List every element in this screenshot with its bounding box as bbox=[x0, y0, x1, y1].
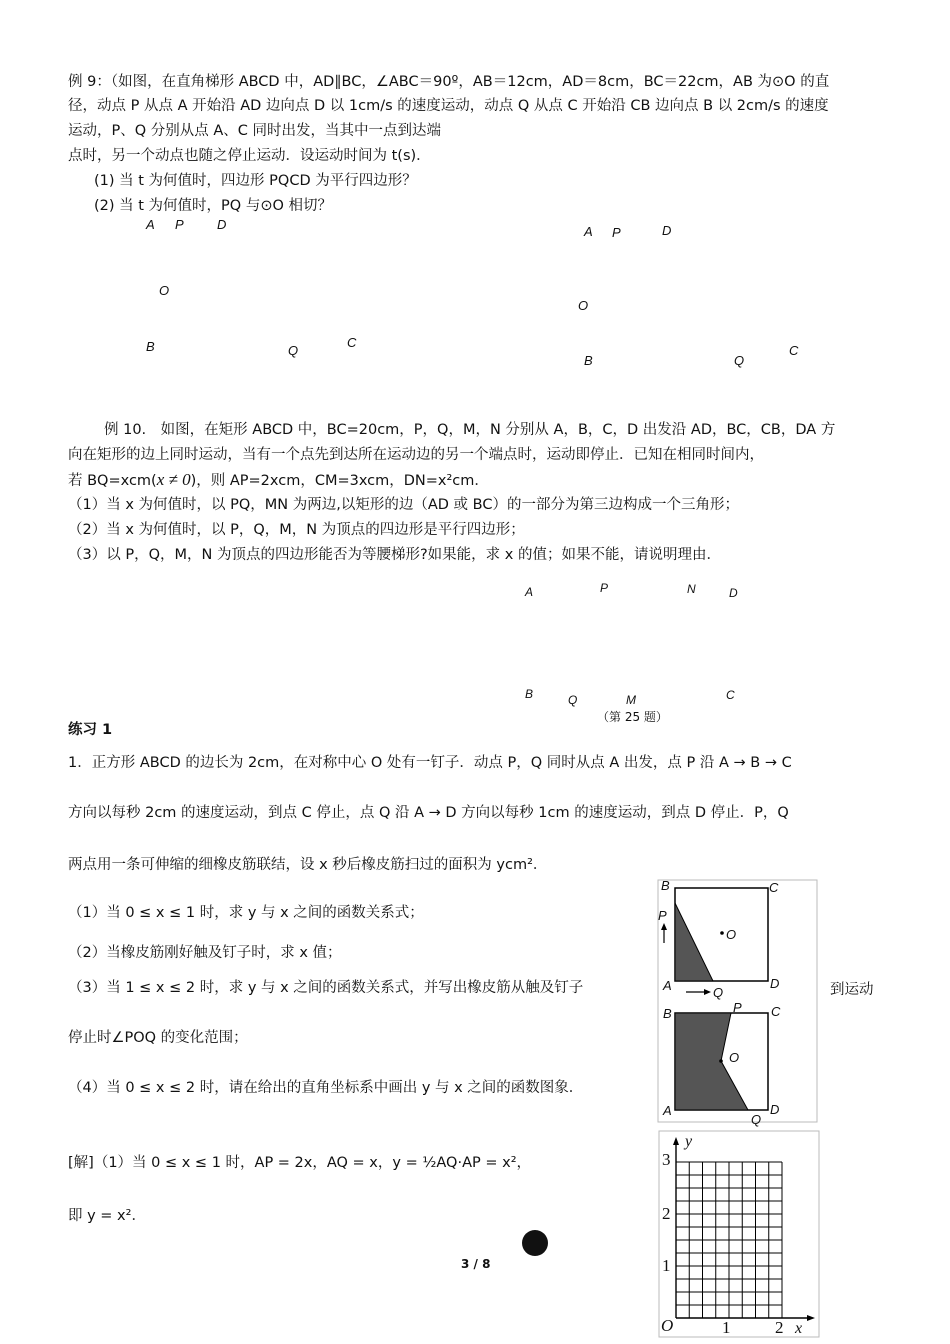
y-tick-2: 2 bbox=[662, 1204, 671, 1223]
ex10-line-2: 向在矩形的边上同时运动，当有一个点先到达所在运动边的另一个端点时，运动即停止．已知在相同时间内， bbox=[68, 447, 764, 463]
practice-1-sub-3a: （3）当 1 ≤ x ≤ 2 时，求 y 与 x 之间的函数关系式，并写出橡皮筋从触及钉子 bbox=[68, 980, 584, 996]
x-axis-label: x bbox=[795, 1320, 803, 1337]
practice-1-sub-1: （1）当 0 ≤ x ≤ 1 时，求 y 与 x 之间的函数关系式； bbox=[68, 905, 424, 921]
ex10-line-3-start: 若 BQ=xcm( bbox=[68, 473, 157, 489]
coordinate-grid bbox=[655, 1128, 820, 1340]
page-number: 3 / 8 bbox=[461, 1257, 491, 1271]
ex9-line-4: 点时，另一个动点也随之停止运动．设运动时间为 t(s)． bbox=[68, 148, 431, 164]
black-dot bbox=[522, 1230, 548, 1256]
fig2-label-o: O bbox=[578, 298, 589, 313]
fig1-label-b: B bbox=[146, 339, 155, 354]
practice-1-line-3: 两点用一条可伸缩的细橡皮筋联结，设 x 秒后橡皮筋扫过的面积为 ycm²． bbox=[68, 857, 548, 873]
figb-label-o: O bbox=[729, 1050, 740, 1065]
practice-1-solution-1: [解]（1）当 0 ≤ x ≤ 1 时，AP = 2x，AQ = x，y = ½AQ·AP = x²， bbox=[68, 1155, 532, 1171]
ex10-label-p: P bbox=[600, 581, 609, 595]
grid-lines bbox=[676, 1162, 782, 1318]
figa-label-b: B bbox=[661, 878, 670, 893]
y-axis-arrow bbox=[673, 1137, 679, 1145]
figb-label-d: D bbox=[770, 1102, 780, 1117]
fig2-label-c: C bbox=[789, 343, 799, 358]
origin-label: O bbox=[661, 1316, 674, 1335]
ex9-line-2: 径，动点 P 从点 A 开始沿 AD 边向点 D 以 1cm/s 的速度运动，动点 Q 从点 C 开始沿 CB 边向点 B 以 2cm/s 的速度 bbox=[68, 98, 829, 114]
x-tick-1: 1 bbox=[722, 1318, 731, 1337]
ex10-label-d: D bbox=[729, 586, 738, 600]
figa-label-c: C bbox=[769, 880, 779, 895]
y-axis-label: y bbox=[685, 1133, 693, 1150]
ex10-line-3-end: )，则 AP=2xcm，CM=3xcm，DN=x²cm． bbox=[190, 473, 489, 489]
ex10-label-q: Q bbox=[568, 693, 578, 707]
fig2-label-p: P bbox=[612, 225, 621, 240]
figb-label-b: B bbox=[663, 1006, 672, 1021]
fig2-label-q: Q bbox=[734, 353, 745, 368]
ex9-line-3: 运动，P、Q 分别从点 A、C 同时出发，当其中一点到达端 bbox=[68, 123, 442, 139]
figb-label-q: Q bbox=[751, 1112, 762, 1127]
fig1-label-d: D bbox=[217, 217, 227, 232]
figa-label-a: A bbox=[663, 978, 672, 993]
ex10-label-b: B bbox=[525, 687, 534, 701]
ex9-question-2: (2) 当 t 为何值时，PQ 与⊙O 相切？ bbox=[94, 198, 332, 214]
ex10-caption: （第 25 题） bbox=[597, 710, 668, 724]
fig1-label-q: Q bbox=[288, 343, 299, 358]
fig2-label-b: B bbox=[584, 353, 593, 368]
swept-region-a bbox=[675, 903, 713, 981]
fig1-label-a: A bbox=[146, 217, 155, 232]
ex9-question-1: (1) 当 t 为何值时，四边形 PQCD 为平行四边形？ bbox=[94, 173, 417, 189]
practice-1-line-2: 方向以每秒 2cm 的速度运动，到点 C 停止，点 Q 沿 A → D 方向以每秒 1cm 的速度运动，到点 D 停止．P，Q bbox=[68, 805, 789, 821]
ex10-label-n: N bbox=[687, 582, 696, 596]
practice-1-sub-4: （4）当 0 ≤ x ≤ 2 时，请在给出的直角坐标系中画出 y 与 x 之间的函数图象． bbox=[68, 1080, 584, 1096]
practice-1-solution-2: 即 y = x²． bbox=[68, 1208, 146, 1224]
ex10-label-c: C bbox=[726, 688, 735, 702]
figb-label-c: C bbox=[771, 1004, 781, 1019]
ex10-label-m: M bbox=[626, 693, 636, 707]
fig1-label-c: C bbox=[347, 335, 357, 350]
ex10-line-1: 例 10. 如图，在矩形 ABCD 中，BC=20cm，P，Q，M，N 分别从 A，B，C，D 出发沿 AD，BC，CB，DA 方 bbox=[104, 422, 836, 438]
ex10-question-1: （1）当 x 为何值时，以 PQ，MN 为两边,以矩形的边（AD 或 BC）的一部分为第三边构成一个三角形； bbox=[68, 497, 739, 513]
y-tick-3: 3 bbox=[662, 1150, 671, 1169]
figb-label-p: P bbox=[733, 1000, 742, 1015]
practice-1-sub-3b: 到运动 bbox=[830, 982, 874, 998]
figa-label-p: P bbox=[658, 908, 667, 923]
practice-1-line-1: 1．正方形 ABCD 的边长为 2cm，在对称中心 O 处有一钉子．动点 P，Q 同时从点 A 出发，点 P 沿 A → B → C bbox=[68, 755, 792, 771]
x-tick-2: 2 bbox=[775, 1318, 784, 1337]
practice-title: 练习 1 bbox=[68, 722, 113, 738]
fig1-label-p: P bbox=[175, 217, 184, 232]
fig1-label-o: O bbox=[159, 283, 170, 298]
figb-label-a: A bbox=[663, 1103, 672, 1118]
fig2-label-d: D bbox=[662, 223, 672, 238]
ex9-line-1: 例 9：（如图，在直角梯形 ABCD 中，AD∥BC，∠ABC＝90º，AB＝12cm，AD＝8cm，BC＝22cm，AB 为⊙O 的直 bbox=[68, 74, 830, 90]
ex10-condition: x ≠ 0 bbox=[156, 470, 191, 489]
figa-label-q: Q bbox=[713, 985, 724, 1000]
peg-b bbox=[719, 1059, 723, 1063]
figa-label-o: O bbox=[726, 927, 737, 942]
ex10-label-a: A bbox=[525, 585, 534, 599]
right-arrow-head bbox=[704, 989, 711, 995]
peg-a bbox=[720, 931, 724, 935]
practice-figures bbox=[655, 873, 820, 1123]
y-tick-1: 1 bbox=[662, 1256, 671, 1275]
fig2-label-a: A bbox=[584, 224, 593, 239]
up-arrow-head bbox=[661, 923, 667, 930]
ex10-question-2: （2）当 x 为何值时，以 P，Q，M，N 为顶点的四边形是平行四边形； bbox=[68, 522, 525, 538]
figa-label-d: D bbox=[770, 976, 780, 991]
ex10-line-3 bbox=[68, 470, 489, 491]
practice-1-sub-2: （2）当橡皮筋刚好触及钉子时，求 x 值； bbox=[68, 945, 342, 961]
ex10-question-3: （3）以 P，Q，M，N 为顶点的四边形能否为等腰梯形?如果能，求 x 的值；如果不能，请说明理由． bbox=[68, 547, 721, 563]
practice-1-sub-3c: 停止时∠POQ 的变化范围； bbox=[68, 1030, 248, 1046]
x-axis-arrow bbox=[807, 1315, 815, 1321]
